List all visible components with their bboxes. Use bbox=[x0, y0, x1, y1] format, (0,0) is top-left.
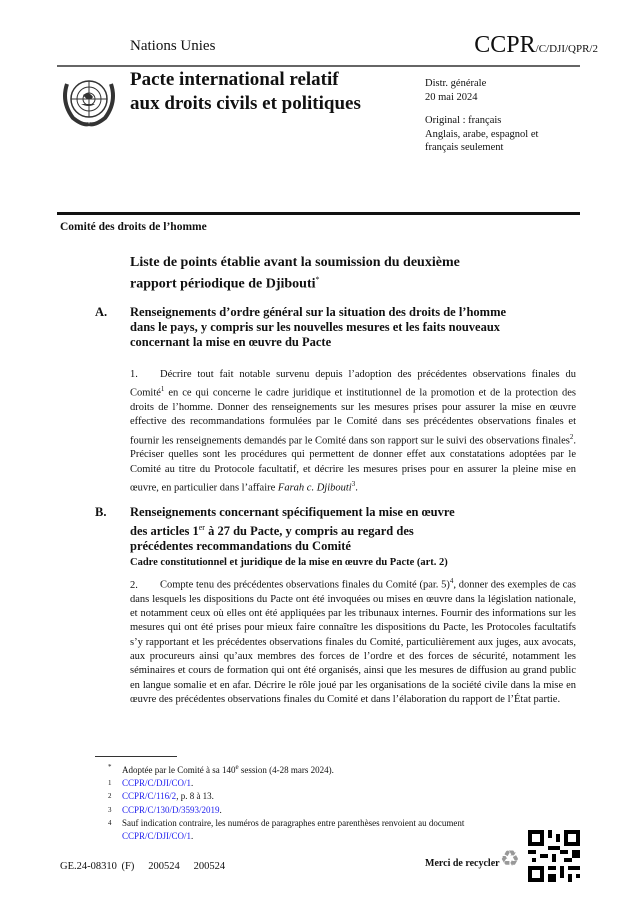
thick-divider bbox=[57, 212, 580, 215]
footnote-link[interactable]: CCPR/C/130/D/3593/2019 bbox=[122, 804, 220, 815]
section-a-letter: A. bbox=[95, 305, 108, 319]
footnote: 4 Sauf indication contraire, les numéros de paragraphes entre parenthèses renvoient au document CCPR/C/DJI/CO/1. bbox=[108, 817, 465, 842]
footnote: * Adoptée par le Comité à sa 140e session (4-28 mars 2024). bbox=[108, 763, 334, 775]
footnote-link[interactable]: CCPR/C/116/2 bbox=[122, 791, 177, 802]
qr-code-icon bbox=[528, 830, 580, 882]
un-emblem-logo bbox=[57, 70, 121, 132]
org-name: Nations Unies bbox=[130, 38, 216, 54]
recycle-icon: ♻ bbox=[500, 846, 520, 871]
section-a-title: Renseignements d’ordre général sur la situation des droits de l’homme dans le pays, y compris sur les nouvelles mesures et les faits nouveaux concernant la mise en œuvre du Pacte bbox=[130, 305, 507, 349]
divider bbox=[57, 65, 580, 67]
document-symbol: CCPR/C/DJI/QPR/2 bbox=[474, 32, 598, 58]
language-info: Original : français Anglais, arabe, espagnol et français seulement bbox=[425, 115, 539, 153]
document-code: GE.24-08310 (F) 200524 200524 bbox=[60, 861, 226, 872]
footnote: 3 CCPR/C/130/D/3593/2019. bbox=[108, 804, 222, 815]
section-b-title: Renseignements concernant spécifiquement la mise en œuvre des articles 1er à 27 du Pacte, y compris au regard des précédentes recommandations du Comité bbox=[130, 505, 455, 554]
document-title: Pacte international relatif aux droits civils et politiques bbox=[130, 69, 361, 114]
footnote-link[interactable]: CCPR/C/DJI/CO/1 bbox=[122, 831, 192, 842]
recycle-text: Merci de recycler bbox=[425, 858, 500, 869]
footnote-divider bbox=[95, 756, 177, 757]
footnote: 2 CCPR/C/116/2, p. 8 à 13. bbox=[108, 791, 214, 802]
footnotes bbox=[108, 761, 528, 843]
paragraph-1: 1. Décrire tout fait notable survenu depuis l’adoption des précédentes observations finales du Comité$^1$ en ce qui concerne le cadre juridique et institutionnel de la promotion et de la protection des droits de l’homme. Donner des renseignements sur les mesures prises pour assurer la mise en œuvre effective des recommandations formulées par le Comité dans ses précédentes observations finales et fournir les renseignements demandés par le Comité dans son rapport sur le suivi des observations finales$^2$. Préciser quelles sont les procédures qui permettent de donner effet aux constatations adoptées par le Comité au titre du Protocole facultatif, et décrire les mesures prises pour en assurer la pleine mise en œuvre, en particulier dans l’affaire Farah c. Djibouti$^3$. bbox=[130, 369, 576, 494]
footnote-link[interactable]: CCPR/C/DJI/CO/1 bbox=[122, 778, 192, 789]
footnote: 1 CCPR/C/DJI/CO/1. bbox=[108, 778, 194, 789]
subheading: Cadre constitutionnel et juridique de la mise en œuvre du Pacte (art. 2) bbox=[130, 557, 448, 568]
main-heading: Liste de points établie avant la soumission du deuxième rapport périodique de Djibouti* bbox=[130, 255, 460, 292]
section-b-letter: B. bbox=[95, 505, 107, 519]
committee-name: Comité des droits de l’homme bbox=[60, 221, 207, 233]
paragraph-2: 2. Compte tenu des précédentes observations finales du Comité (par. 5)$^4$, donner des exemples de cas dans lesquels les dispositions du Pacte ont été invoquées ou mises en œuvre dans la législation nationale, et notamment ceux où elles ont été appliquées par les tribunaux internes. Fournir des informations sur les mesures qui ont été prises pour mieux faire connaître les dispositions du Pacte, les Protocoles facultatifs s’y rapportant et les précédentes observations finales du Comité, particulièrement aux juges, aux avocats, aux procureurs ainsi qu’aux membres des forces de l’ordre et des forces de sécurité, notamment les séminaires et cours de formation qui ont été organisés, ainsi que les mesures de diffusion au grand public en langue somalie et en afar. Décrire le rôle joué par les organisations de la société civile dans la mise en œuvre des précédentes observations finales du Comité et dans l’élaboration du rapport de l’État partie. bbox=[130, 577, 576, 705]
distribution-info: Distr. générale 20 mai 2024 bbox=[425, 78, 487, 103]
